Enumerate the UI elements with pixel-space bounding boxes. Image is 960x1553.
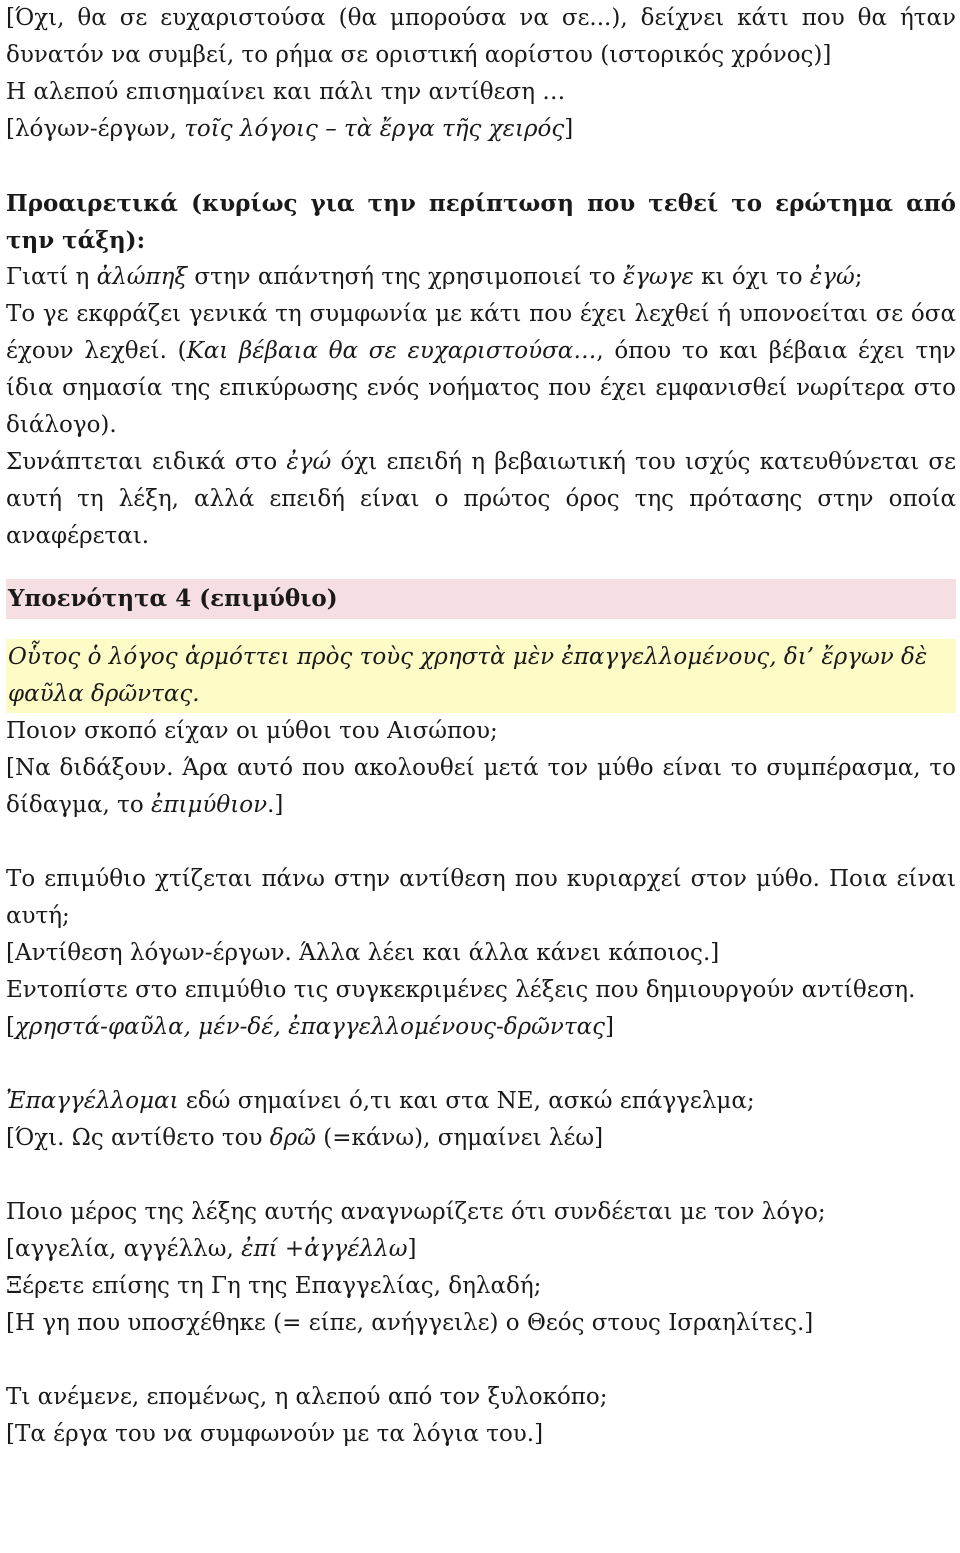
qa4-question-2: Ξέρετε επίσης τη Γη της Επαγγελίας, δηλαδή; — [6, 1273, 542, 1299]
block1-line1: [Όχι, θα σε ευχαριστούσα (θα μπορούσα να σε...), δείχνει κάτι που θα ήταν δυνατόν να συμβεί, το ρήμα σε οριστική αορίστου (ιστορικός χρόνος)] — [6, 5, 956, 68]
qa4-a-greek: ἐπί +ἀγγέλλω — [241, 1236, 408, 1262]
qa5-answer: [Τα έργα του να συμφωνούν με τα λόγια του.] — [6, 1421, 544, 1447]
qa2-question-2: Εντοπίστε στο επιμύθιο τις συγκεκριμένες λέξεις που δημιουργούν αντίθεση. — [6, 977, 916, 1003]
block1-line3-post: ] — [564, 116, 574, 142]
optional-question — [6, 259, 956, 296]
q-mid: στην απάντησή της χρησιμοποιεί το — [187, 264, 623, 290]
qa3-question — [6, 1083, 956, 1120]
qa3-answer — [6, 1120, 956, 1157]
qa1-a-post: .] — [267, 792, 284, 818]
subsection-heading: Υποενότητα 4 (επιμύθιο) — [6, 579, 956, 619]
qa2-a2-post: ] — [604, 1014, 614, 1040]
q-pre: Γιατί η — [6, 264, 97, 290]
a-post: , όπου το και βέβαια έχει την ίδια σημασία της επικύρωσης ενός νοήματος που έχει εμφανισθεί νωρίτερα στο διάλογο). — [6, 338, 956, 438]
b-post: όχι επειδή η βεβαιωτική του ισχύς κατευθύνεται σε αυτή τη λέξη, αλλά επειδή είναι ο πρώτος όρος της πρότασης στην οποία αναφέρεται. — [6, 449, 956, 549]
qa4-a-post: ] — [407, 1236, 417, 1262]
qa4-question: Ποιο μέρος της λέξης αυτής αναγνωρίζετε ότι συνδέεται με τον λόγο; — [6, 1199, 826, 1225]
qa4-a-pre: [αγγελία, αγγέλλω, — [6, 1236, 242, 1262]
qa3-q-greek: Ἐπαγγέλλομαι — [6, 1088, 179, 1114]
q-post: ; — [854, 264, 863, 290]
epimythion-quote: Οὗτος ὁ λόγος ἁρμόττει πρὸς τοὺς χρηστὰ μὲν ἐπαγγελλομένους, δι’ ἔργων δὲ φαῦλα δρῶντας. — [6, 639, 956, 713]
optional-heading: Προαιρετικά (κυρίως για την περίπτωση που τεθεί το ερώτημα από την τάξη): — [6, 190, 956, 254]
q-mid2: κι όχι το — [693, 264, 810, 290]
qa5-question: Τι ανέμενε, επομένως, η αλεπού από τον ξυλοκόπο; — [6, 1384, 608, 1410]
b-greek: ἐγώ — [286, 449, 332, 475]
qa3-a-greek: δρῶ — [269, 1125, 316, 1151]
block1-line3 — [6, 111, 956, 148]
q-greek-1: ἀλώπηξ — [96, 264, 188, 290]
qa1-a-pre: [Να διδάξουν. Άρα αυτό που ακολουθεί μετά τον μύθο είναι το συμπέρασμα, το δίδαγμα, το — [6, 755, 956, 818]
qa3-a-pre: [Όχι. Ως αντίθετο του — [6, 1125, 270, 1151]
q-greek-2: ἔγωγε — [622, 264, 694, 290]
qa2-answer: [Αντίθεση λόγων-έργων. Άλλα λέει και άλλα κάνει κάποιος.] — [6, 940, 720, 966]
block1-line2: Η αλεπού επισημαίνει και πάλι την αντίθεση … — [6, 79, 566, 105]
qa1-question: Ποιον σκοπό είχαν οι μύθοι του Αισώπου; — [6, 718, 498, 744]
qa3-q-post: εδώ σημαίνει ό,τι και στα ΝΕ, ασκώ επάγγελμα; — [178, 1088, 755, 1114]
qa4-answer — [6, 1231, 956, 1268]
qa3-a-post: (=κάνω), σημαίνει λέω] — [315, 1125, 604, 1151]
optional-answer-2 — [6, 444, 956, 555]
block1-paragraph — [6, 0, 956, 74]
a-italic: Και βέβαια θα σε ευχαριστούσα… — [186, 338, 597, 364]
a-pre: Το γε εκφράζει γενικά τη συμφωνία με κάτι που έχει λεχθεί ή υπονοείται σε όσα έχουν λεχθεί. ( — [6, 301, 956, 364]
optional-answer — [6, 296, 956, 444]
qa1-a-greek: ἐπιμύθιον — [150, 792, 268, 818]
qa2-a2-pre: [ — [6, 1014, 15, 1040]
block1-line3-greek: τοῖς λόγοις – τὰ ἔργα τῆς χειρός — [184, 116, 565, 142]
qa2-question: Το επιμύθιο χτίζεται πάνω στην αντίθεση που κυριαρχεί στον μύθο. Ποια είναι αυτή; — [6, 866, 956, 929]
block1-line3-pre: [λόγων-έργων, — [6, 116, 185, 142]
qa4-answer-2: [Η γη που υποσχέθηκε (= είπε, ανήγγειλε) ο Θεός στους Ισραηλίτες.] — [6, 1310, 814, 1336]
b-pre: Συνάπτεται ειδικά στο — [6, 449, 287, 475]
qa2-a2-greek: χρηστά-φαῦλα, μέν-δέ, ἐπαγγελλομένους-δρῶντας — [14, 1014, 605, 1040]
q-greek-3: ἐγώ — [809, 264, 855, 290]
qa1-answer — [6, 750, 956, 824]
qa2-answer-2 — [6, 1009, 956, 1046]
